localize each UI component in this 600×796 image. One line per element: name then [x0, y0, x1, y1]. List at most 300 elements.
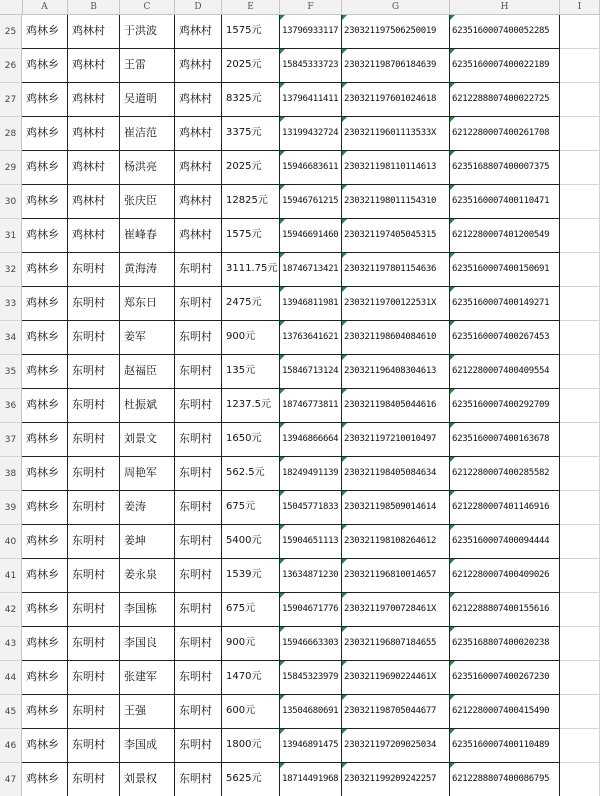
cell-village-2[interactable] — [175, 219, 222, 253]
cell-empty[interactable] — [560, 627, 600, 661]
cell-township-text: 鸡林乡 — [26, 466, 59, 479]
cell-id-number[interactable] — [342, 661, 450, 695]
cell-village-2[interactable] — [175, 695, 222, 729]
cell-phone[interactable] — [280, 83, 342, 117]
cell-township[interactable] — [22, 219, 68, 253]
cell-village-2-text: 东明村 — [179, 534, 212, 547]
row-header[interactable]: 30 — [0, 185, 22, 219]
number-stored-as-text-indicator — [280, 287, 285, 292]
cell-id-number[interactable] — [342, 83, 450, 117]
cell-phone[interactable] — [280, 287, 342, 321]
table-row — [0, 559, 600, 593]
cell-village-2[interactable] — [175, 729, 222, 763]
cell-township[interactable] — [22, 491, 68, 525]
number-stored-as-text-indicator — [280, 763, 285, 768]
cell-village-2-text: 东明村 — [179, 364, 212, 377]
cell-amount[interactable] — [222, 287, 280, 321]
cell-name[interactable] — [120, 15, 175, 49]
cell-account-text: 6212288807400155616 — [452, 604, 550, 614]
cell-name[interactable] — [120, 729, 175, 763]
cell-account[interactable] — [450, 559, 560, 593]
cell-amount[interactable] — [222, 763, 280, 796]
cell-village[interactable] — [68, 389, 120, 423]
cell-account[interactable] — [450, 117, 560, 151]
row-header[interactable]: 25 — [0, 15, 22, 49]
cell-village[interactable] — [68, 117, 120, 151]
cell-account[interactable] — [450, 389, 560, 423]
cell-empty[interactable] — [560, 729, 600, 763]
cell-phone[interactable] — [280, 559, 342, 593]
cell-empty[interactable] — [560, 661, 600, 695]
cell-account-text: 6235160007400110471 — [452, 196, 550, 206]
cell-township[interactable] — [22, 457, 68, 491]
cell-id-number[interactable] — [342, 49, 450, 83]
cell-id-number-text: 230321196810014657 — [344, 570, 437, 580]
cell-id-number[interactable] — [342, 389, 450, 423]
cell-name[interactable] — [120, 763, 175, 796]
cell-township-text: 鸡林乡 — [26, 160, 59, 173]
table-row — [0, 219, 600, 253]
cell-id-number[interactable] — [342, 151, 450, 185]
cell-name-text: 刘景权 — [124, 772, 157, 785]
cell-id-number[interactable] — [342, 321, 450, 355]
cell-name[interactable] — [120, 219, 175, 253]
cell-account[interactable] — [450, 219, 560, 253]
cell-township[interactable] — [22, 593, 68, 627]
cell-amount[interactable] — [222, 389, 280, 423]
cell-village-2[interactable] — [175, 253, 222, 287]
row-header[interactable]: 36 — [0, 389, 22, 423]
cell-account[interactable] — [450, 287, 560, 321]
cell-township[interactable] — [22, 525, 68, 559]
cell-township[interactable] — [22, 763, 68, 796]
cell-amount[interactable] — [222, 117, 280, 151]
row-header[interactable]: 27 — [0, 83, 22, 117]
cell-village-2[interactable] — [175, 49, 222, 83]
cell-empty[interactable] — [560, 15, 600, 49]
cell-name[interactable] — [120, 117, 175, 151]
cell-phone[interactable] — [280, 15, 342, 49]
cell-id-number[interactable] — [342, 695, 450, 729]
cell-empty[interactable] — [560, 151, 600, 185]
cell-village-2[interactable] — [175, 355, 222, 389]
cell-name-text: 郑东日 — [124, 296, 157, 309]
cell-account[interactable] — [450, 729, 560, 763]
cell-empty[interactable] — [560, 695, 600, 729]
cell-account[interactable] — [450, 83, 560, 117]
cell-empty[interactable] — [560, 593, 600, 627]
cell-village-2[interactable] — [175, 661, 222, 695]
cell-account-text: 6212288807400086795 — [452, 774, 550, 784]
cell-village[interactable] — [68, 253, 120, 287]
cell-amount[interactable] — [222, 525, 280, 559]
cell-empty[interactable] — [560, 49, 600, 83]
cell-village[interactable] — [68, 15, 120, 49]
cell-empty[interactable] — [560, 355, 600, 389]
cell-name[interactable] — [120, 321, 175, 355]
cell-amount[interactable] — [222, 661, 280, 695]
cell-phone[interactable] — [280, 763, 342, 796]
cell-name[interactable] — [120, 423, 175, 457]
cell-village[interactable] — [68, 355, 120, 389]
cell-village[interactable] — [68, 525, 120, 559]
row-header[interactable]: 41 — [0, 559, 22, 593]
cell-amount-text: 2025元 — [226, 161, 262, 172]
cell-amount[interactable] — [222, 695, 280, 729]
cell-phone[interactable] — [280, 389, 342, 423]
cell-name[interactable] — [120, 491, 175, 525]
cell-account-text: 6212280007400409026 — [452, 570, 550, 580]
cell-amount[interactable] — [222, 83, 280, 117]
cell-account[interactable] — [450, 593, 560, 627]
row-header[interactable]: 46 — [0, 729, 22, 763]
cell-account[interactable] — [450, 695, 560, 729]
cell-phone[interactable] — [280, 593, 342, 627]
cell-amount-text: 1650元 — [226, 433, 262, 444]
cell-amount-text: 8325元 — [226, 93, 262, 104]
column-header-f[interactable]: F — [280, 0, 342, 14]
cell-empty[interactable] — [560, 321, 600, 355]
cell-phone[interactable] — [280, 321, 342, 355]
select-all-corner[interactable] — [0, 0, 23, 14]
cell-township[interactable] — [22, 151, 68, 185]
cell-name[interactable] — [120, 695, 175, 729]
row-header[interactable]: 33 — [0, 287, 22, 321]
cell-name[interactable] — [120, 661, 175, 695]
column-header-b[interactable]: B — [68, 0, 120, 14]
cell-village[interactable] — [68, 695, 120, 729]
column-header-g[interactable]: G — [342, 0, 450, 14]
cell-name[interactable] — [120, 253, 175, 287]
cell-empty[interactable] — [560, 253, 600, 287]
cell-phone[interactable] — [280, 423, 342, 457]
cell-phone[interactable] — [280, 219, 342, 253]
cell-account[interactable] — [450, 525, 560, 559]
cell-village-2[interactable] — [175, 593, 222, 627]
cell-township[interactable] — [22, 287, 68, 321]
cell-village[interactable] — [68, 559, 120, 593]
cell-name[interactable] — [120, 389, 175, 423]
cell-township[interactable] — [22, 83, 68, 117]
cell-name[interactable] — [120, 593, 175, 627]
cell-village[interactable] — [68, 627, 120, 661]
column-header-h[interactable]: H — [450, 0, 560, 14]
cell-phone[interactable] — [280, 627, 342, 661]
cell-village-2[interactable] — [175, 83, 222, 117]
cell-township-text: 鸡林乡 — [26, 432, 59, 445]
cell-id-number[interactable] — [342, 185, 450, 219]
cell-township[interactable] — [22, 185, 68, 219]
number-stored-as-text-indicator — [280, 729, 285, 734]
cell-amount[interactable] — [222, 457, 280, 491]
cell-id-number[interactable] — [342, 763, 450, 796]
row-header[interactable]: 37 — [0, 423, 22, 457]
row-header[interactable]: 35 — [0, 355, 22, 389]
cell-phone[interactable] — [280, 151, 342, 185]
cell-id-number[interactable] — [342, 525, 450, 559]
cell-amount[interactable] — [222, 49, 280, 83]
column-header-e[interactable]: E — [222, 0, 280, 14]
cell-account[interactable] — [450, 457, 560, 491]
number-stored-as-text-indicator — [450, 729, 455, 734]
cell-name-text: 杜振斌 — [124, 398, 157, 411]
cell-id-number[interactable] — [342, 15, 450, 49]
cell-name[interactable] — [120, 185, 175, 219]
cell-amount[interactable] — [222, 219, 280, 253]
cell-township[interactable] — [22, 559, 68, 593]
cell-amount-text: 12825元 — [226, 195, 268, 206]
cell-id-number-text: 230321198011154310 — [344, 196, 437, 206]
cell-account[interactable] — [450, 763, 560, 796]
cell-account[interactable] — [450, 49, 560, 83]
cell-empty[interactable] — [560, 423, 600, 457]
cell-amount-text: 2475元 — [226, 297, 262, 308]
cell-village[interactable] — [68, 423, 120, 457]
cell-name[interactable] — [120, 151, 175, 185]
cell-amount-text: 900元 — [226, 331, 256, 342]
cell-township[interactable] — [22, 15, 68, 49]
cell-township[interactable] — [22, 389, 68, 423]
cell-account[interactable] — [450, 423, 560, 457]
cell-village-2[interactable] — [175, 491, 222, 525]
cell-account-text: 6235160007400267453 — [452, 332, 550, 342]
cell-amount[interactable] — [222, 491, 280, 525]
cell-village[interactable] — [68, 185, 120, 219]
table-row — [0, 185, 600, 219]
cell-name[interactable] — [120, 525, 175, 559]
row-header[interactable]: 26 — [0, 49, 22, 83]
cell-village-2[interactable] — [175, 559, 222, 593]
cell-village-2[interactable] — [175, 423, 222, 457]
cell-village-2[interactable] — [175, 321, 222, 355]
cell-village-2[interactable] — [175, 457, 222, 491]
cell-amount[interactable] — [222, 185, 280, 219]
number-stored-as-text-indicator — [342, 559, 347, 564]
cell-township-text: 鸡林乡 — [26, 194, 59, 207]
cell-account-text: 6235160007400022189 — [452, 60, 550, 70]
cell-empty[interactable] — [560, 117, 600, 151]
cell-amount[interactable] — [222, 253, 280, 287]
cell-village[interactable] — [68, 661, 120, 695]
cell-id-number[interactable] — [342, 559, 450, 593]
cell-village-2[interactable] — [175, 151, 222, 185]
cell-amount[interactable] — [222, 423, 280, 457]
cell-village[interactable] — [68, 593, 120, 627]
cell-amount-text: 1539元 — [226, 569, 262, 580]
cell-id-number-text: 230321197405045315 — [344, 230, 437, 240]
cell-name[interactable] — [120, 627, 175, 661]
cell-village-2[interactable] — [175, 763, 222, 796]
column-header-a[interactable]: A — [22, 0, 68, 14]
cell-amount[interactable] — [222, 729, 280, 763]
cell-id-number[interactable] — [342, 253, 450, 287]
cell-id-number[interactable] — [342, 627, 450, 661]
cell-amount[interactable] — [222, 151, 280, 185]
cell-village[interactable] — [68, 83, 120, 117]
cell-name[interactable] — [120, 355, 175, 389]
cell-phone[interactable] — [280, 355, 342, 389]
cell-township[interactable] — [22, 253, 68, 287]
cell-empty[interactable] — [560, 525, 600, 559]
row-header[interactable]: 34 — [0, 321, 22, 355]
number-stored-as-text-indicator — [450, 559, 455, 564]
cell-name[interactable] — [120, 83, 175, 117]
cell-amount[interactable] — [222, 593, 280, 627]
cell-village-2[interactable] — [175, 525, 222, 559]
column-header-i[interactable]: I — [560, 0, 600, 14]
cell-village-2-text: 东明村 — [179, 330, 212, 343]
cell-name[interactable] — [120, 559, 175, 593]
cell-village-text: 东明村 — [72, 500, 105, 513]
table-row — [0, 83, 600, 117]
cell-account[interactable] — [450, 15, 560, 49]
cell-phone[interactable] — [280, 185, 342, 219]
cell-township-text: 鸡林乡 — [26, 568, 59, 581]
row-header[interactable]: 32 — [0, 253, 22, 287]
cell-id-number[interactable] — [342, 423, 450, 457]
cell-amount[interactable] — [222, 321, 280, 355]
row-header[interactable]: 31 — [0, 219, 22, 253]
row-header[interactable]: 42 — [0, 593, 22, 627]
cell-village-text: 鸡林村 — [72, 58, 105, 71]
cell-name[interactable] — [120, 287, 175, 321]
cell-phone[interactable] — [280, 729, 342, 763]
cell-account[interactable] — [450, 491, 560, 525]
cell-phone[interactable] — [280, 525, 342, 559]
cell-account[interactable] — [450, 355, 560, 389]
cell-empty[interactable] — [560, 559, 600, 593]
cell-empty[interactable] — [560, 219, 600, 253]
cell-township-text: 鸡林乡 — [26, 228, 59, 241]
table-row — [0, 287, 600, 321]
cell-empty[interactable] — [560, 491, 600, 525]
number-stored-as-text-indicator — [342, 253, 347, 258]
cell-township[interactable] — [22, 117, 68, 151]
cell-phone[interactable] — [280, 661, 342, 695]
cell-amount[interactable] — [222, 559, 280, 593]
cell-name[interactable] — [120, 49, 175, 83]
cell-account[interactable] — [450, 321, 560, 355]
cell-amount[interactable] — [222, 355, 280, 389]
cell-id-number[interactable] — [342, 355, 450, 389]
cell-id-number[interactable] — [342, 117, 450, 151]
cell-township-text: 鸡林乡 — [26, 670, 59, 683]
row-header[interactable]: 28 — [0, 117, 22, 151]
cell-phone[interactable] — [280, 253, 342, 287]
cell-village[interactable] — [68, 49, 120, 83]
row-header[interactable]: 38 — [0, 457, 22, 491]
cell-township[interactable] — [22, 49, 68, 83]
cell-township[interactable] — [22, 321, 68, 355]
cell-village[interactable] — [68, 287, 120, 321]
number-stored-as-text-indicator — [280, 219, 285, 224]
cell-village[interactable] — [68, 457, 120, 491]
cell-id-number[interactable] — [342, 729, 450, 763]
cell-account[interactable] — [450, 185, 560, 219]
cell-amount[interactable] — [222, 627, 280, 661]
cell-account[interactable] — [450, 661, 560, 695]
cell-amount-text: 900元 — [226, 637, 256, 648]
cell-township[interactable] — [22, 355, 68, 389]
cell-empty[interactable] — [560, 287, 600, 321]
row-header[interactable]: 44 — [0, 661, 22, 695]
cell-account[interactable] — [450, 151, 560, 185]
cell-township-text: 鸡林乡 — [26, 262, 59, 275]
cell-village-2-text: 鸡林村 — [179, 228, 212, 241]
cell-phone[interactable] — [280, 457, 342, 491]
column-header-c[interactable]: C — [120, 0, 175, 14]
cell-township[interactable] — [22, 695, 68, 729]
cell-township[interactable] — [22, 661, 68, 695]
cell-village[interactable] — [68, 729, 120, 763]
cell-village-2[interactable] — [175, 117, 222, 151]
row-header[interactable]: 47 — [0, 763, 22, 796]
cell-empty[interactable] — [560, 457, 600, 491]
cell-phone-text: 15946761215 — [282, 196, 339, 206]
cell-village-2-text: 鸡林村 — [179, 92, 212, 105]
cell-village[interactable] — [68, 763, 120, 796]
cell-village[interactable] — [68, 219, 120, 253]
cell-village[interactable] — [68, 321, 120, 355]
cell-village-2[interactable] — [175, 287, 222, 321]
cell-account[interactable] — [450, 627, 560, 661]
cell-id-number-text: 230321198706184639 — [344, 60, 437, 70]
cell-village[interactable] — [68, 491, 120, 525]
number-stored-as-text-indicator — [342, 15, 347, 20]
cell-village-text: 东明村 — [72, 670, 105, 683]
cell-township[interactable] — [22, 423, 68, 457]
cell-phone-text: 18746773811 — [282, 400, 339, 410]
cell-phone[interactable] — [280, 117, 342, 151]
cell-phone-text: 15946683611 — [282, 162, 339, 172]
row-header[interactable]: 43 — [0, 627, 22, 661]
cell-village[interactable] — [68, 151, 120, 185]
cell-empty[interactable] — [560, 389, 600, 423]
cell-name[interactable] — [120, 457, 175, 491]
cell-empty[interactable] — [560, 83, 600, 117]
cell-village-2[interactable] — [175, 15, 222, 49]
cell-phone[interactable] — [280, 695, 342, 729]
cell-village-2[interactable] — [175, 627, 222, 661]
cell-amount[interactable] — [222, 15, 280, 49]
cell-village-2[interactable] — [175, 185, 222, 219]
cell-id-number[interactable] — [342, 287, 450, 321]
number-stored-as-text-indicator — [342, 49, 347, 54]
cell-village-text: 东明村 — [72, 704, 105, 717]
cell-id-number[interactable] — [342, 457, 450, 491]
row-header[interactable]: 39 — [0, 491, 22, 525]
cell-village-2[interactable] — [175, 389, 222, 423]
column-header-d[interactable]: D — [175, 0, 222, 14]
cell-township[interactable] — [22, 729, 68, 763]
cell-id-number[interactable] — [342, 219, 450, 253]
cell-phone[interactable] — [280, 491, 342, 525]
number-stored-as-text-indicator — [450, 627, 455, 632]
cell-empty[interactable] — [560, 763, 600, 796]
row-header[interactable]: 45 — [0, 695, 22, 729]
cell-village-2-text: 东明村 — [179, 466, 212, 479]
number-stored-as-text-indicator — [450, 185, 455, 190]
cell-township[interactable] — [22, 627, 68, 661]
row-header[interactable]: 40 — [0, 525, 22, 559]
cell-id-number[interactable] — [342, 491, 450, 525]
row-header[interactable]: 29 — [0, 151, 22, 185]
cell-id-number[interactable] — [342, 593, 450, 627]
cell-empty[interactable] — [560, 185, 600, 219]
number-stored-as-text-indicator — [342, 389, 347, 394]
cell-phone[interactable] — [280, 49, 342, 83]
cell-account[interactable] — [450, 253, 560, 287]
